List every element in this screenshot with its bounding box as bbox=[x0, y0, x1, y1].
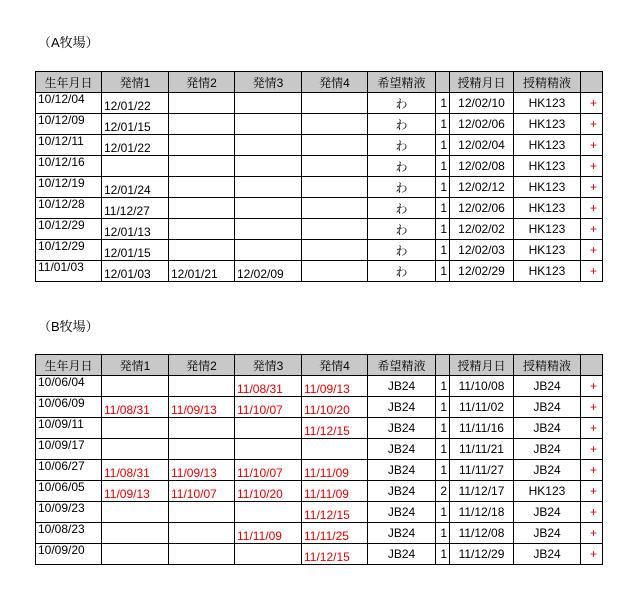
section-a-title: （A牧場） bbox=[38, 35, 99, 50]
desired-semen-cell: わ bbox=[368, 114, 436, 135]
header-estrus-2: 発情2 bbox=[169, 72, 235, 93]
birth-date-cell: 10/06/05 bbox=[36, 481, 102, 502]
estrus-2-cell bbox=[169, 376, 235, 397]
estrus-3-cell bbox=[235, 135, 302, 156]
desired-semen-cell: わ bbox=[368, 93, 436, 114]
birth-date-cell: 10/12/04 bbox=[36, 93, 102, 114]
estrus-1-cell: 12/01/22 bbox=[102, 93, 169, 114]
estrus-3-cell: 11/10/07 bbox=[235, 460, 302, 481]
birth-date-cell: 10/12/19 bbox=[36, 177, 102, 198]
insemination-date-cell: 12/02/08 bbox=[450, 156, 514, 177]
estrus-3-cell: 11/08/31 bbox=[235, 376, 302, 397]
insemination-semen-cell: HK123 bbox=[514, 481, 581, 502]
table-header-row bbox=[36, 72, 603, 93]
desired-semen-cell: わ bbox=[368, 177, 436, 198]
header-estrus-3: 発情3 bbox=[235, 72, 302, 93]
count-cell: 1 bbox=[436, 439, 450, 460]
table-row bbox=[36, 523, 603, 544]
estrus-1-cell bbox=[102, 418, 169, 439]
insemination-semen-cell: JB24 bbox=[514, 544, 581, 565]
header-desired-semen: 希望精液 bbox=[368, 72, 436, 93]
birth-date-cell: 10/12/11 bbox=[36, 135, 102, 156]
estrus-1-cell bbox=[102, 502, 169, 523]
desired-semen-cell: JB24 bbox=[368, 523, 436, 544]
insemination-semen-cell: JB24 bbox=[514, 376, 581, 397]
insemination-date-cell: 12/02/02 bbox=[450, 219, 514, 240]
birth-date-cell: 10/12/29 bbox=[36, 240, 102, 261]
estrus-1-cell: 11/09/13 bbox=[102, 481, 169, 502]
desired-semen-cell: JB24 bbox=[368, 439, 436, 460]
header-add bbox=[581, 72, 603, 93]
insemination-semen-cell: HK123 bbox=[514, 177, 581, 198]
estrus-2-cell bbox=[169, 418, 235, 439]
birth-date-cell: 10/09/23 bbox=[36, 502, 102, 523]
header-insemination-semen: 授精精液 bbox=[514, 355, 581, 376]
estrus-3-cell bbox=[235, 219, 302, 240]
insemination-date-cell: 11/12/18 bbox=[450, 502, 514, 523]
estrus-3-cell bbox=[235, 502, 302, 523]
count-cell: 1 bbox=[436, 502, 450, 523]
estrus-2-cell bbox=[169, 219, 235, 240]
table-row bbox=[36, 114, 603, 135]
count-cell: 1 bbox=[436, 198, 450, 219]
estrus-3-cell bbox=[235, 177, 302, 198]
insemination-date-cell: 11/12/08 bbox=[450, 523, 514, 544]
estrus-3-cell bbox=[235, 439, 302, 460]
header-estrus-1: 発情1 bbox=[102, 72, 169, 93]
add-row-button[interactable]: + bbox=[581, 439, 603, 460]
birth-date-cell: 10/12/29 bbox=[36, 219, 102, 240]
add-row-button[interactable]: + bbox=[581, 502, 603, 523]
table-row bbox=[36, 460, 603, 481]
estrus-1-cell: 12/01/24 bbox=[102, 177, 169, 198]
count-cell: 1 bbox=[436, 418, 450, 439]
estrus-1-cell: 12/01/22 bbox=[102, 135, 169, 156]
add-row-button[interactable]: + bbox=[581, 397, 603, 418]
desired-semen-cell: わ bbox=[368, 240, 436, 261]
add-row-button[interactable]: + bbox=[581, 240, 603, 261]
header-desired-semen: 希望精液 bbox=[368, 355, 436, 376]
table-row bbox=[36, 418, 603, 439]
count-cell: 2 bbox=[436, 481, 450, 502]
add-row-button[interactable]: + bbox=[581, 198, 603, 219]
insemination-semen-cell: HK123 bbox=[514, 219, 581, 240]
desired-semen-cell: わ bbox=[368, 156, 436, 177]
insemination-semen-cell: HK123 bbox=[514, 198, 581, 219]
insemination-date-cell: 12/02/12 bbox=[450, 177, 514, 198]
estrus-2-cell bbox=[169, 439, 235, 460]
desired-semen-cell: JB24 bbox=[368, 397, 436, 418]
estrus-4-cell bbox=[302, 240, 368, 261]
section-b-title: （B牧場） bbox=[38, 319, 99, 334]
count-cell: 1 bbox=[436, 397, 450, 418]
header-insemination-date: 授精月日 bbox=[450, 355, 514, 376]
table-row bbox=[36, 156, 603, 177]
count-cell: 1 bbox=[436, 261, 450, 282]
estrus-2-cell: 11/10/07 bbox=[169, 481, 235, 502]
estrus-2-cell bbox=[169, 544, 235, 565]
insemination-date-cell: 12/02/06 bbox=[450, 114, 514, 135]
add-row-button[interactable]: + bbox=[581, 93, 603, 114]
add-row-button[interactable]: + bbox=[581, 156, 603, 177]
estrus-2-cell bbox=[169, 198, 235, 219]
header-estrus-4: 発情4 bbox=[302, 355, 368, 376]
birth-date-cell: 10/12/09 bbox=[36, 114, 102, 135]
add-row-button[interactable]: + bbox=[581, 135, 603, 156]
estrus-4-cell bbox=[302, 156, 368, 177]
desired-semen-cell: JB24 bbox=[368, 502, 436, 523]
header-count bbox=[436, 355, 450, 376]
add-row-button[interactable]: + bbox=[581, 114, 603, 135]
insemination-date-cell: 12/02/06 bbox=[450, 198, 514, 219]
desired-semen-cell: JB24 bbox=[368, 481, 436, 502]
header-add bbox=[581, 355, 603, 376]
estrus-2-cell bbox=[169, 93, 235, 114]
header-birth-date: 生年月日 bbox=[36, 355, 102, 376]
estrus-4-cell: 11/12/15 bbox=[302, 502, 368, 523]
insemination-date-cell: 11/12/17 bbox=[450, 481, 514, 502]
estrus-3-cell bbox=[235, 544, 302, 565]
birth-date-cell: 10/12/28 bbox=[36, 198, 102, 219]
insemination-date-cell: 11/12/29 bbox=[450, 544, 514, 565]
estrus-4-cell: 11/09/13 bbox=[302, 376, 368, 397]
add-row-button[interactable]: + bbox=[581, 523, 603, 544]
count-cell: 1 bbox=[436, 156, 450, 177]
estrus-4-cell bbox=[302, 114, 368, 135]
insemination-semen-cell: HK123 bbox=[514, 240, 581, 261]
estrus-3-cell: 11/10/20 bbox=[235, 481, 302, 502]
insemination-semen-cell: HK123 bbox=[514, 261, 581, 282]
estrus-1-cell bbox=[102, 376, 169, 397]
birth-date-cell: 10/09/20 bbox=[36, 544, 102, 565]
insemination-date-cell: 12/02/29 bbox=[450, 261, 514, 282]
desired-semen-cell: JB24 bbox=[368, 460, 436, 481]
table-row bbox=[36, 544, 603, 565]
count-cell: 1 bbox=[436, 219, 450, 240]
estrus-4-cell: 11/11/09 bbox=[302, 460, 368, 481]
table-row bbox=[36, 93, 603, 114]
insemination-semen-cell: HK123 bbox=[514, 93, 581, 114]
insemination-semen-cell: JB24 bbox=[514, 439, 581, 460]
desired-semen-cell: わ bbox=[368, 198, 436, 219]
insemination-semen-cell: HK123 bbox=[514, 156, 581, 177]
desired-semen-cell: わ bbox=[368, 219, 436, 240]
estrus-2-cell bbox=[169, 135, 235, 156]
estrus-2-cell bbox=[169, 523, 235, 544]
count-cell: 1 bbox=[436, 240, 450, 261]
header-insemination-semen: 授精精液 bbox=[514, 72, 581, 93]
estrus-1-cell bbox=[102, 544, 169, 565]
desired-semen-cell: わ bbox=[368, 261, 436, 282]
estrus-3-cell bbox=[235, 198, 302, 219]
insemination-date-cell: 12/02/03 bbox=[450, 240, 514, 261]
section-a-table bbox=[35, 71, 603, 282]
insemination-date-cell: 12/02/10 bbox=[450, 93, 514, 114]
estrus-4-cell bbox=[302, 439, 368, 460]
count-cell: 1 bbox=[436, 114, 450, 135]
header-birth-date: 生年月日 bbox=[36, 72, 102, 93]
table-row bbox=[36, 481, 603, 502]
add-row-button[interactable]: + bbox=[581, 261, 603, 282]
add-row-button[interactable]: + bbox=[581, 376, 603, 397]
table-row bbox=[36, 219, 603, 240]
insemination-semen-cell: HK123 bbox=[514, 114, 581, 135]
estrus-1-cell: 12/01/03 bbox=[102, 261, 169, 282]
birth-date-cell: 10/09/11 bbox=[36, 418, 102, 439]
birth-date-cell: 10/08/23 bbox=[36, 523, 102, 544]
insemination-date-cell: 12/02/04 bbox=[450, 135, 514, 156]
table-row bbox=[36, 198, 603, 219]
table-row bbox=[36, 177, 603, 198]
birth-date-cell: 10/06/09 bbox=[36, 397, 102, 418]
count-cell: 1 bbox=[436, 177, 450, 198]
birth-date-cell: 11/01/03 bbox=[36, 261, 102, 282]
table-row bbox=[36, 502, 603, 523]
header-estrus-4: 発情4 bbox=[302, 72, 368, 93]
estrus-3-cell: 11/11/09 bbox=[235, 523, 302, 544]
insemination-date-cell: 11/11/21 bbox=[450, 439, 514, 460]
table-header-row bbox=[36, 355, 603, 376]
estrus-1-cell bbox=[102, 439, 169, 460]
estrus-3-cell bbox=[235, 93, 302, 114]
estrus-4-cell: 11/11/09 bbox=[302, 481, 368, 502]
estrus-1-cell: 11/12/27 bbox=[102, 198, 169, 219]
insemination-semen-cell: JB24 bbox=[514, 418, 581, 439]
birth-date-cell: 10/12/16 bbox=[36, 156, 102, 177]
estrus-1-cell: 12/01/15 bbox=[102, 114, 169, 135]
estrus-1-cell: 11/08/31 bbox=[102, 397, 169, 418]
insemination-date-cell: 11/11/27 bbox=[450, 460, 514, 481]
estrus-2-cell: 12/01/21 bbox=[169, 261, 235, 282]
insemination-semen-cell: JB24 bbox=[514, 502, 581, 523]
estrus-2-cell bbox=[169, 240, 235, 261]
desired-semen-cell: JB24 bbox=[368, 376, 436, 397]
estrus-2-cell bbox=[169, 156, 235, 177]
estrus-2-cell bbox=[169, 114, 235, 135]
count-cell: 1 bbox=[436, 376, 450, 397]
estrus-2-cell: 11/09/13 bbox=[169, 397, 235, 418]
estrus-3-cell bbox=[235, 114, 302, 135]
estrus-4-cell bbox=[302, 93, 368, 114]
table-row bbox=[36, 439, 603, 460]
count-cell: 1 bbox=[436, 523, 450, 544]
estrus-4-cell bbox=[302, 198, 368, 219]
table-row bbox=[36, 261, 603, 282]
add-row-button[interactable]: + bbox=[581, 544, 603, 565]
insemination-date-cell: 11/10/08 bbox=[450, 376, 514, 397]
insemination-date-cell: 11/11/02 bbox=[450, 397, 514, 418]
estrus-1-cell: 12/01/13 bbox=[102, 219, 169, 240]
table-row bbox=[36, 240, 603, 261]
estrus-4-cell bbox=[302, 261, 368, 282]
add-row-button[interactable]: + bbox=[581, 418, 603, 439]
insemination-semen-cell: JB24 bbox=[514, 397, 581, 418]
estrus-4-cell bbox=[302, 177, 368, 198]
add-row-button[interactable]: + bbox=[581, 177, 603, 198]
estrus-4-cell: 11/10/20 bbox=[302, 397, 368, 418]
count-cell: 1 bbox=[436, 93, 450, 114]
header-estrus-2: 発情2 bbox=[169, 355, 235, 376]
table-row bbox=[36, 397, 603, 418]
insemination-semen-cell: JB24 bbox=[514, 460, 581, 481]
estrus-1-cell bbox=[102, 156, 169, 177]
estrus-4-cell: 11/11/25 bbox=[302, 523, 368, 544]
header-insemination-date: 授精月日 bbox=[450, 72, 514, 93]
estrus-2-cell bbox=[169, 502, 235, 523]
birth-date-cell: 10/06/04 bbox=[36, 376, 102, 397]
insemination-date-cell: 11/11/16 bbox=[450, 418, 514, 439]
birth-date-cell: 10/09/17 bbox=[36, 439, 102, 460]
estrus-4-cell: 11/12/15 bbox=[302, 418, 368, 439]
estrus-4-cell bbox=[302, 135, 368, 156]
estrus-4-cell bbox=[302, 219, 368, 240]
header-count bbox=[436, 72, 450, 93]
estrus-2-cell bbox=[169, 177, 235, 198]
desired-semen-cell: JB24 bbox=[368, 544, 436, 565]
count-cell: 1 bbox=[436, 544, 450, 565]
estrus-3-cell bbox=[235, 240, 302, 261]
insemination-semen-cell: HK123 bbox=[514, 135, 581, 156]
table-row bbox=[36, 135, 603, 156]
add-row-button[interactable]: + bbox=[581, 460, 603, 481]
table-row bbox=[36, 376, 603, 397]
add-row-button[interactable]: + bbox=[581, 219, 603, 240]
desired-semen-cell: わ bbox=[368, 135, 436, 156]
birth-date-cell: 10/06/27 bbox=[36, 460, 102, 481]
estrus-3-cell bbox=[235, 156, 302, 177]
insemination-semen-cell: JB24 bbox=[514, 523, 581, 544]
estrus-1-cell bbox=[102, 523, 169, 544]
estrus-2-cell: 11/09/13 bbox=[169, 460, 235, 481]
estrus-1-cell: 12/01/15 bbox=[102, 240, 169, 261]
header-estrus-3: 発情3 bbox=[235, 355, 302, 376]
estrus-1-cell: 11/08/31 bbox=[102, 460, 169, 481]
estrus-4-cell: 11/12/15 bbox=[302, 544, 368, 565]
estrus-3-cell: 12/02/09 bbox=[235, 261, 302, 282]
add-row-button[interactable]: + bbox=[581, 481, 603, 502]
estrus-3-cell: 11/10/07 bbox=[235, 397, 302, 418]
count-cell: 1 bbox=[436, 135, 450, 156]
desired-semen-cell: JB24 bbox=[368, 418, 436, 439]
estrus-3-cell bbox=[235, 418, 302, 439]
header-estrus-1: 発情1 bbox=[102, 355, 169, 376]
section-b-table bbox=[35, 354, 603, 565]
count-cell: 1 bbox=[436, 460, 450, 481]
